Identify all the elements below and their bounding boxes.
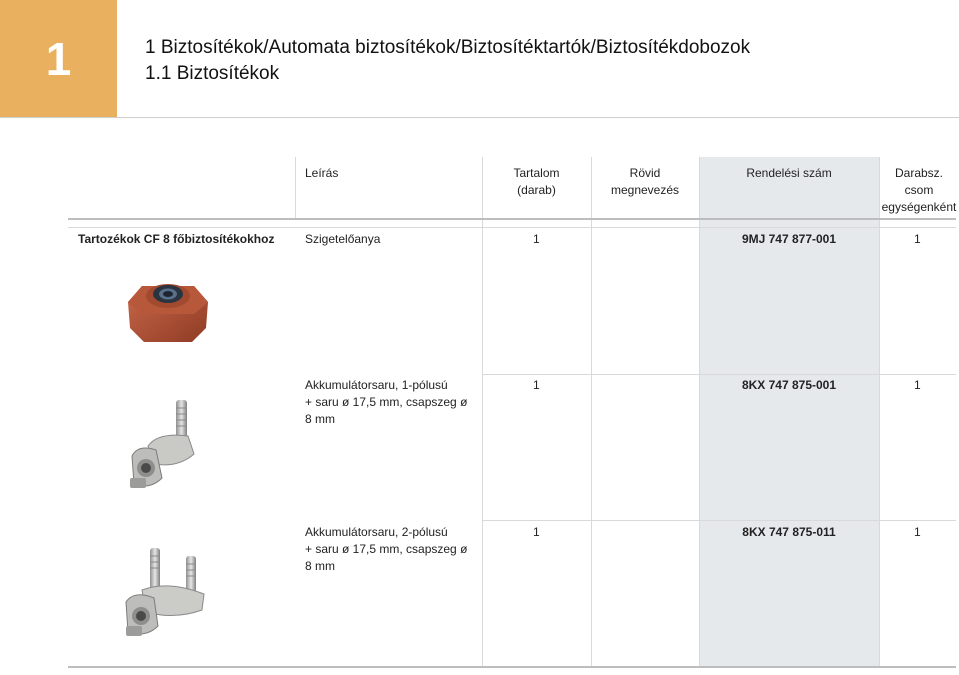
row-1-desc-line: Szigetelőanya xyxy=(305,232,381,246)
header-tartalom-line2: (darab) xyxy=(517,183,556,197)
header-bottom-rule xyxy=(68,218,956,220)
row-3-desc-line: Akkumulátorsaru, 2-pólusú xyxy=(305,525,448,539)
row-1-qty: 1 xyxy=(533,232,540,246)
row-3-qty: 1 xyxy=(533,525,540,539)
col-divider xyxy=(482,157,483,667)
group-label: Tartozékok CF 8 főbiztosítékokhoz xyxy=(78,232,275,246)
table-bottom-rule xyxy=(68,666,956,668)
header-rule xyxy=(0,117,959,118)
chapter-number-box xyxy=(0,0,117,117)
row-2-pack: 1 xyxy=(914,378,921,392)
header-darabsz-line1: Darabsz. xyxy=(894,166,944,180)
header-darabsz xyxy=(879,165,959,216)
header-darabsz-line3: egységenként xyxy=(881,200,957,214)
row-2-desc-line: + saru ø 17,5 mm, csapszeg ø xyxy=(305,395,468,409)
header-tartalom-line1: Tartalom xyxy=(513,166,560,180)
row-2-description xyxy=(305,377,467,428)
header-tartalom xyxy=(482,165,591,199)
group-top-rule xyxy=(68,227,956,228)
header-rendelesi xyxy=(699,165,879,182)
chapter-number: 1 xyxy=(45,32,72,85)
row-2-qty: 1 xyxy=(533,378,540,392)
col-divider xyxy=(879,157,880,667)
insulating-nut-image xyxy=(118,268,218,348)
row-3-order-number: 8KX 747 875-011 xyxy=(742,525,836,539)
header-rovid-line1: Rövid xyxy=(629,166,661,180)
row-1-order-number: 9MJ 747 877-001 xyxy=(741,232,837,246)
row-3-desc-line: + saru ø 17,5 mm, csapszeg ø xyxy=(305,542,468,556)
row-2-desc-line: Akkumulátorsaru, 1-pólusú xyxy=(305,378,448,392)
row-2-desc-line: 8 mm xyxy=(305,412,335,426)
row-3-desc-line: 8 mm xyxy=(305,559,335,573)
title-breadcrumb: 1 Biztosítékok/Automata biztosítékok/Biztosítéktartók/Biztosítékdobozok xyxy=(145,37,751,58)
battery-terminal-2-pole-image xyxy=(118,540,213,650)
page-title xyxy=(145,35,750,87)
col-divider xyxy=(295,157,296,219)
battery-terminal-1-pole-image xyxy=(118,394,208,504)
header-rendelesi-line1: Rendelési szám xyxy=(746,166,832,180)
row-divider xyxy=(482,520,956,521)
header-rovid xyxy=(591,165,699,199)
col-divider xyxy=(591,157,592,667)
row-1-description xyxy=(305,231,380,248)
row-3-pack: 1 xyxy=(914,525,921,539)
section-title: 1.1 Biztosítékok xyxy=(145,63,280,84)
row-divider xyxy=(482,374,956,375)
row-2-order-number: 8KX 747 875-001 xyxy=(741,378,837,392)
row-1-pack: 1 xyxy=(914,232,921,246)
header-darabsz-line2: csom xyxy=(904,183,934,197)
header-leiras: Leírás xyxy=(305,166,339,180)
header-rovid-line2: megnevezés xyxy=(610,183,680,197)
row-3-description xyxy=(305,524,467,575)
